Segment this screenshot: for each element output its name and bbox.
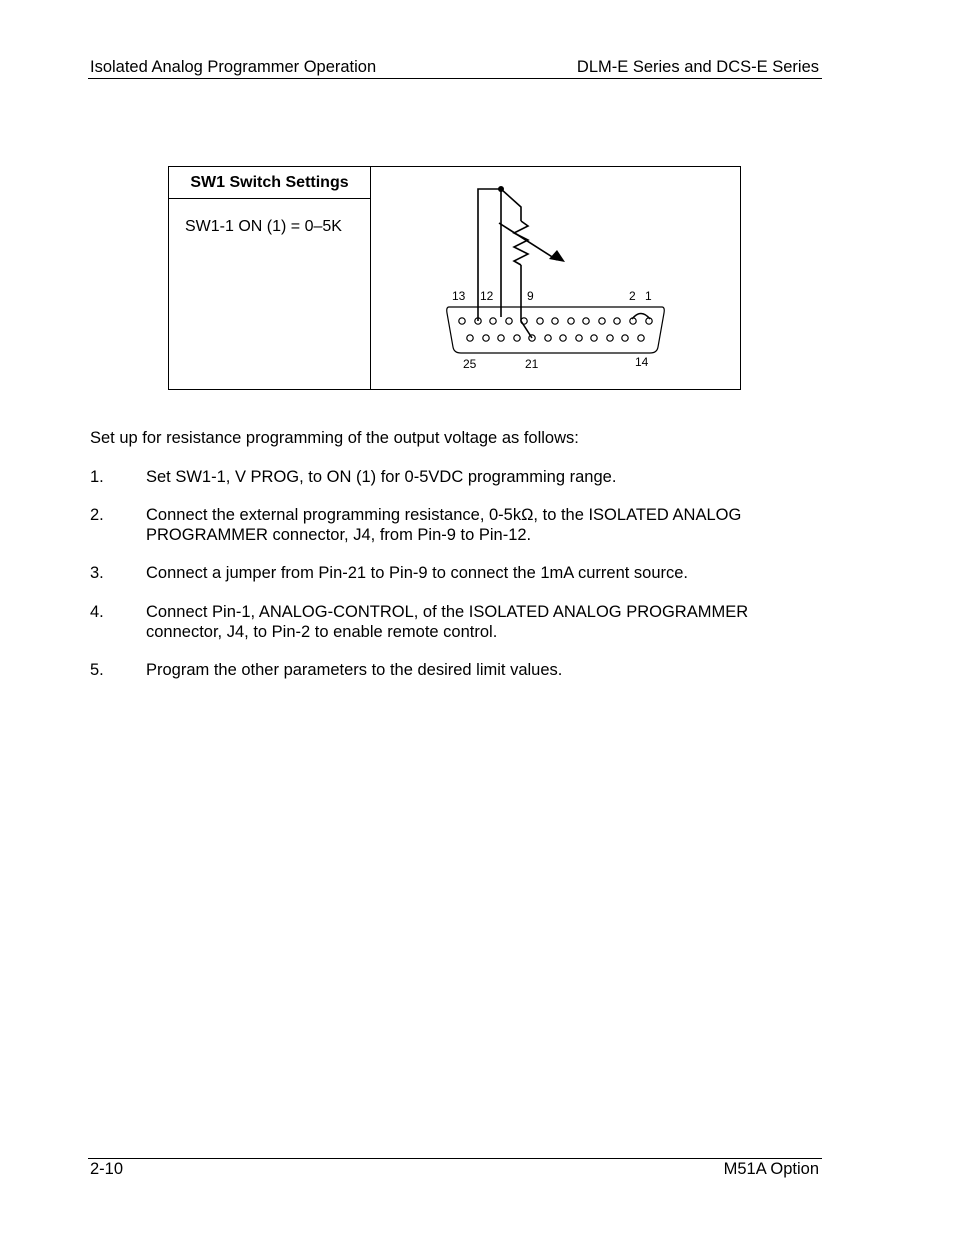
footer-option-title: M51A Option: [723, 1160, 819, 1178]
wiring-figure: [168, 166, 741, 390]
page-footer: [88, 1158, 822, 1178]
pin-label-25: 25: [463, 357, 477, 371]
step-text: Connect Pin-1, ANALOG-CONTROL, of the ISOLATED ANALOG PROGRAMMER connector, J4, to Pin-2 to enable remote control.: [146, 603, 749, 641]
step-text: Set SW1-1, V PROG, to ON (1) for 0-5VDC programming range.: [146, 468, 617, 486]
pin-label-12: 12: [480, 289, 494, 303]
bottom-row-pins: [467, 335, 644, 341]
step-text: Program the other parameters to the desired limit values.: [146, 661, 563, 679]
connector-diagram: [371, 167, 740, 389]
switch-setting-text: SW1-1 ON (1) = 0–5K: [185, 218, 342, 235]
wire-junction-to-resistor: [501, 189, 521, 221]
pin-label-1: 1: [645, 289, 652, 303]
pin-label-13: 13: [452, 289, 466, 303]
pin-label-2: 2: [629, 289, 636, 303]
step-number: 1.: [90, 468, 104, 486]
db25-connector-shell: [447, 307, 665, 353]
potentiometer-icon: [514, 221, 528, 265]
header-series-title: DLM-E Series and DCS-E Series: [576, 58, 819, 76]
header-section-title: Isolated Analog Programmer Operation: [90, 58, 377, 76]
page-number: 2-10: [90, 1160, 124, 1178]
switch-settings-heading: SW1 Switch Settings: [169, 167, 371, 199]
step-text: Connect the external programming resistance, 0-5kΩ, to the ISOLATED ANALOG PROGRAMMER connector, J4, from Pin-9 to Pin-12.: [146, 506, 742, 544]
switch-settings-cell: [169, 199, 371, 389]
step-number: 3.: [90, 564, 104, 582]
step-number: 2.: [90, 506, 104, 524]
pin-label-9: 9: [527, 289, 534, 303]
top-row-pins: [459, 318, 652, 324]
pin-label-14: 14: [635, 355, 649, 369]
step-number: 4.: [90, 603, 104, 621]
step-text: Connect a jumper from Pin-21 to Pin-9 to connect the 1mA current source.: [146, 564, 689, 582]
step-number: 5.: [90, 661, 104, 679]
intro-paragraph: Set up for resistance programming of the output voltage as follows:: [90, 429, 579, 447]
pin-label-21: 21: [525, 357, 539, 371]
page-header: [88, 56, 822, 79]
